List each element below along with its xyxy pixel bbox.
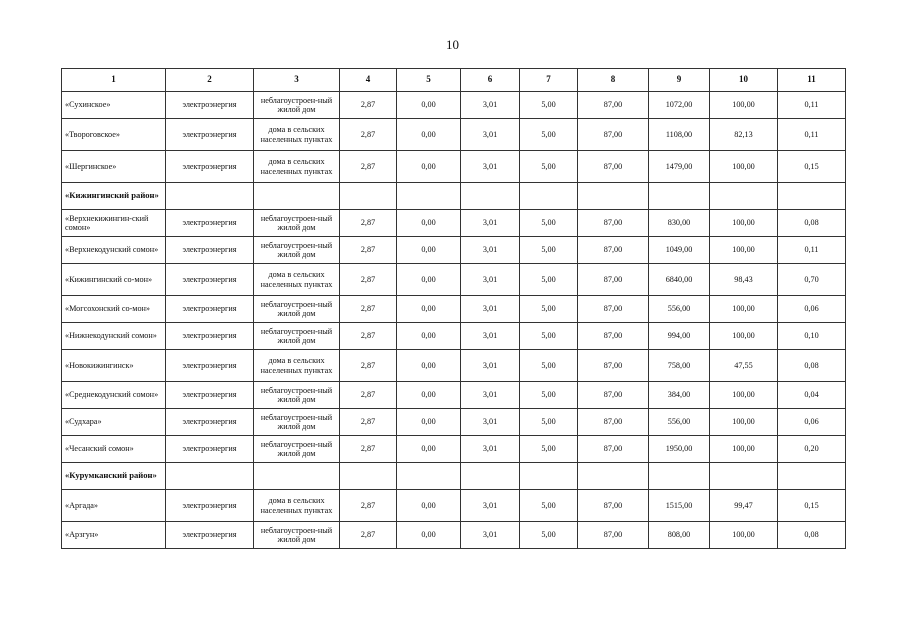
empty-cell — [340, 183, 397, 210]
value-cell: 100,00 — [710, 237, 778, 264]
value-cell: 5,00 — [520, 210, 578, 237]
value-cell: 1108,00 — [649, 119, 710, 151]
empty-cell — [461, 463, 520, 490]
resource-cell: электроэнергия — [166, 119, 254, 151]
empty-cell — [166, 183, 254, 210]
value-cell: 100,00 — [710, 151, 778, 183]
value-cell: 3,01 — [461, 151, 520, 183]
value-cell: 87,00 — [578, 210, 649, 237]
settlement-name: «Арзгун» — [62, 522, 166, 549]
value-cell: 47,55 — [710, 350, 778, 382]
value-cell: 3,01 — [461, 436, 520, 463]
category-cell: неблагоустроен-ный жилой дом — [254, 409, 340, 436]
value-cell: 0,11 — [778, 119, 846, 151]
value-cell: 87,00 — [578, 151, 649, 183]
value-cell: 3,01 — [461, 296, 520, 323]
value-cell: 1950,00 — [649, 436, 710, 463]
value-cell: 100,00 — [710, 382, 778, 409]
table-row — [62, 92, 846, 119]
table-row — [62, 264, 846, 296]
settlement-name: «Судхара» — [62, 409, 166, 436]
value-cell: 0,00 — [397, 210, 461, 237]
value-cell: 1479,00 — [649, 151, 710, 183]
value-cell: 3,01 — [461, 323, 520, 350]
settlement-name: «Новокижингинск» — [62, 350, 166, 382]
value-cell: 0,00 — [397, 436, 461, 463]
settlement-name: «Аргада» — [62, 490, 166, 522]
value-cell: 0,08 — [778, 210, 846, 237]
settlement-name: «Сухинское» — [62, 92, 166, 119]
empty-cell — [461, 183, 520, 210]
header-row — [62, 69, 846, 92]
value-cell: 0,00 — [397, 522, 461, 549]
value-cell: 3,01 — [461, 119, 520, 151]
value-cell: 0,15 — [778, 490, 846, 522]
value-cell: 5,00 — [520, 522, 578, 549]
column-header: 8 — [578, 69, 649, 92]
value-cell: 5,00 — [520, 92, 578, 119]
empty-cell — [710, 183, 778, 210]
column-header: 11 — [778, 69, 846, 92]
category-cell: неблагоустроен-ный жилой дом — [254, 382, 340, 409]
value-cell: 0,00 — [397, 409, 461, 436]
value-cell: 0,11 — [778, 92, 846, 119]
value-cell: 5,00 — [520, 382, 578, 409]
category-cell: неблагоустроен-ный жилой дом — [254, 237, 340, 264]
tariff-table — [61, 68, 846, 549]
value-cell: 87,00 — [578, 296, 649, 323]
settlement-name: «Кижингинский со-мон» — [62, 264, 166, 296]
value-cell: 100,00 — [710, 92, 778, 119]
value-cell: 0,06 — [778, 296, 846, 323]
settlement-name: «Твороговское» — [62, 119, 166, 151]
value-cell: 556,00 — [649, 409, 710, 436]
settlement-name: «Среднекодунский сомон» — [62, 382, 166, 409]
value-cell: 87,00 — [578, 264, 649, 296]
value-cell: 2,87 — [340, 323, 397, 350]
value-cell: 100,00 — [710, 522, 778, 549]
value-cell: 3,01 — [461, 237, 520, 264]
value-cell: 556,00 — [649, 296, 710, 323]
value-cell: 3,01 — [461, 409, 520, 436]
resource-cell: электроэнергия — [166, 409, 254, 436]
value-cell: 3,01 — [461, 92, 520, 119]
page-number: 10 — [446, 37, 459, 52]
empty-cell — [778, 463, 846, 490]
empty-cell — [166, 463, 254, 490]
category-cell: дома в сельских населенных пунктах — [254, 350, 340, 382]
column-header: 4 — [340, 69, 397, 92]
value-cell: 3,01 — [461, 522, 520, 549]
value-cell: 830,00 — [649, 210, 710, 237]
column-header: 7 — [520, 69, 578, 92]
empty-cell — [578, 463, 649, 490]
empty-cell — [520, 463, 578, 490]
value-cell: 87,00 — [578, 92, 649, 119]
value-cell: 5,00 — [520, 323, 578, 350]
value-cell: 2,87 — [340, 409, 397, 436]
value-cell: 6840,00 — [649, 264, 710, 296]
value-cell: 1072,00 — [649, 92, 710, 119]
settlement-name: «Могсохонский со-мон» — [62, 296, 166, 323]
category-cell: дома в сельских населенных пунктах — [254, 119, 340, 151]
empty-cell — [710, 463, 778, 490]
resource-cell: электроэнергия — [166, 382, 254, 409]
empty-cell — [397, 463, 461, 490]
region-row — [62, 183, 846, 210]
value-cell: 0,00 — [397, 92, 461, 119]
value-cell: 0,04 — [778, 382, 846, 409]
settlement-name: «Верхнекижингин-ский сомон» — [62, 210, 166, 237]
value-cell: 0,70 — [778, 264, 846, 296]
category-cell: дома в сельских населенных пунктах — [254, 264, 340, 296]
value-cell: 994,00 — [649, 323, 710, 350]
value-cell: 3,01 — [461, 264, 520, 296]
table-row — [62, 296, 846, 323]
value-cell: 0,00 — [397, 382, 461, 409]
value-cell: 2,87 — [340, 151, 397, 183]
value-cell: 87,00 — [578, 382, 649, 409]
value-cell: 82,13 — [710, 119, 778, 151]
value-cell: 100,00 — [710, 296, 778, 323]
value-cell: 5,00 — [520, 264, 578, 296]
category-cell: дома в сельских населенных пунктах — [254, 151, 340, 183]
value-cell: 0,00 — [397, 151, 461, 183]
category-cell: неблагоустроен-ный жилой дом — [254, 522, 340, 549]
value-cell: 5,00 — [520, 490, 578, 522]
resource-cell: электроэнергия — [166, 237, 254, 264]
settlement-name: «Шергинское» — [62, 151, 166, 183]
empty-cell — [520, 183, 578, 210]
value-cell: 3,01 — [461, 350, 520, 382]
value-cell: 5,00 — [520, 409, 578, 436]
settlement-name: «Верхнекодунский сомон» — [62, 237, 166, 264]
value-cell: 87,00 — [578, 409, 649, 436]
column-header: 6 — [461, 69, 520, 92]
value-cell: 0,08 — [778, 350, 846, 382]
value-cell: 100,00 — [710, 210, 778, 237]
empty-cell — [778, 183, 846, 210]
value-cell: 384,00 — [649, 382, 710, 409]
table-row — [62, 350, 846, 382]
column-header: 10 — [710, 69, 778, 92]
value-cell: 2,87 — [340, 436, 397, 463]
table-row — [62, 522, 846, 549]
table-row — [62, 409, 846, 436]
table-row — [62, 323, 846, 350]
value-cell: 2,87 — [340, 382, 397, 409]
empty-cell — [397, 183, 461, 210]
value-cell: 2,87 — [340, 119, 397, 151]
value-cell: 0,00 — [397, 296, 461, 323]
empty-cell — [649, 463, 710, 490]
value-cell: 87,00 — [578, 490, 649, 522]
column-header: 2 — [166, 69, 254, 92]
empty-cell — [254, 183, 340, 210]
value-cell: 1515,00 — [649, 490, 710, 522]
category-cell: дома в сельских населенных пунктах — [254, 490, 340, 522]
region-row — [62, 463, 846, 490]
resource-cell: электроэнергия — [166, 350, 254, 382]
value-cell: 5,00 — [520, 151, 578, 183]
settlement-name: «Чесанский сомон» — [62, 436, 166, 463]
value-cell: 0,20 — [778, 436, 846, 463]
value-cell: 0,00 — [397, 350, 461, 382]
value-cell: 98,43 — [710, 264, 778, 296]
empty-cell — [649, 183, 710, 210]
resource-cell: электроэнергия — [166, 151, 254, 183]
value-cell: 3,01 — [461, 210, 520, 237]
resource-cell: электроэнергия — [166, 490, 254, 522]
value-cell: 3,01 — [461, 490, 520, 522]
category-cell: неблагоустроен-ный жилой дом — [254, 92, 340, 119]
table-row — [62, 210, 846, 237]
category-cell: неблагоустроен-ный жилой дом — [254, 210, 340, 237]
resource-cell: электроэнергия — [166, 436, 254, 463]
table-row — [62, 490, 846, 522]
table-row — [62, 382, 846, 409]
value-cell: 87,00 — [578, 323, 649, 350]
value-cell: 0,11 — [778, 237, 846, 264]
value-cell: 5,00 — [520, 436, 578, 463]
region-name: «Курумканский район» — [62, 463, 166, 490]
value-cell: 0,15 — [778, 151, 846, 183]
category-cell: неблагоустроен-ный жилой дом — [254, 436, 340, 463]
table-row — [62, 151, 846, 183]
value-cell: 87,00 — [578, 237, 649, 264]
resource-cell: электроэнергия — [166, 323, 254, 350]
category-cell: неблагоустроен-ный жилой дом — [254, 323, 340, 350]
value-cell: 100,00 — [710, 436, 778, 463]
table-row — [62, 237, 846, 264]
column-header: 3 — [254, 69, 340, 92]
value-cell: 5,00 — [520, 237, 578, 264]
column-header: 1 — [62, 69, 166, 92]
value-cell: 0,00 — [397, 237, 461, 264]
value-cell: 2,87 — [340, 296, 397, 323]
value-cell: 0,00 — [397, 119, 461, 151]
value-cell: 2,87 — [340, 350, 397, 382]
value-cell: 2,87 — [340, 522, 397, 549]
table-row — [62, 119, 846, 151]
value-cell: 2,87 — [340, 264, 397, 296]
value-cell: 2,87 — [340, 490, 397, 522]
value-cell: 2,87 — [340, 237, 397, 264]
column-header: 5 — [397, 69, 461, 92]
value-cell: 0,08 — [778, 522, 846, 549]
resource-cell: электроэнергия — [166, 264, 254, 296]
region-name: «Кижингинский район» — [62, 183, 166, 210]
value-cell: 1049,00 — [649, 237, 710, 264]
resource-cell: электроэнергия — [166, 522, 254, 549]
resource-cell: электроэнергия — [166, 296, 254, 323]
table-row — [62, 436, 846, 463]
resource-cell: электроэнергия — [166, 210, 254, 237]
value-cell: 2,87 — [340, 92, 397, 119]
empty-cell — [578, 183, 649, 210]
value-cell: 0,00 — [397, 264, 461, 296]
value-cell: 5,00 — [520, 350, 578, 382]
resource-cell: электроэнергия — [166, 92, 254, 119]
empty-cell — [340, 463, 397, 490]
value-cell: 87,00 — [578, 436, 649, 463]
settlement-name: «Нижнекодунский сомон» — [62, 323, 166, 350]
value-cell: 0,06 — [778, 409, 846, 436]
empty-cell — [254, 463, 340, 490]
value-cell: 87,00 — [578, 350, 649, 382]
value-cell: 5,00 — [520, 296, 578, 323]
value-cell: 0,00 — [397, 323, 461, 350]
category-cell: неблагоустроен-ный жилой дом — [254, 296, 340, 323]
value-cell: 758,00 — [649, 350, 710, 382]
value-cell: 0,00 — [397, 490, 461, 522]
value-cell: 100,00 — [710, 323, 778, 350]
value-cell: 2,87 — [340, 210, 397, 237]
value-cell: 0,10 — [778, 323, 846, 350]
value-cell: 87,00 — [578, 522, 649, 549]
column-header: 9 — [649, 69, 710, 92]
value-cell: 808,00 — [649, 522, 710, 549]
value-cell: 100,00 — [710, 409, 778, 436]
value-cell: 5,00 — [520, 119, 578, 151]
value-cell: 87,00 — [578, 119, 649, 151]
value-cell: 3,01 — [461, 382, 520, 409]
value-cell: 99,47 — [710, 490, 778, 522]
